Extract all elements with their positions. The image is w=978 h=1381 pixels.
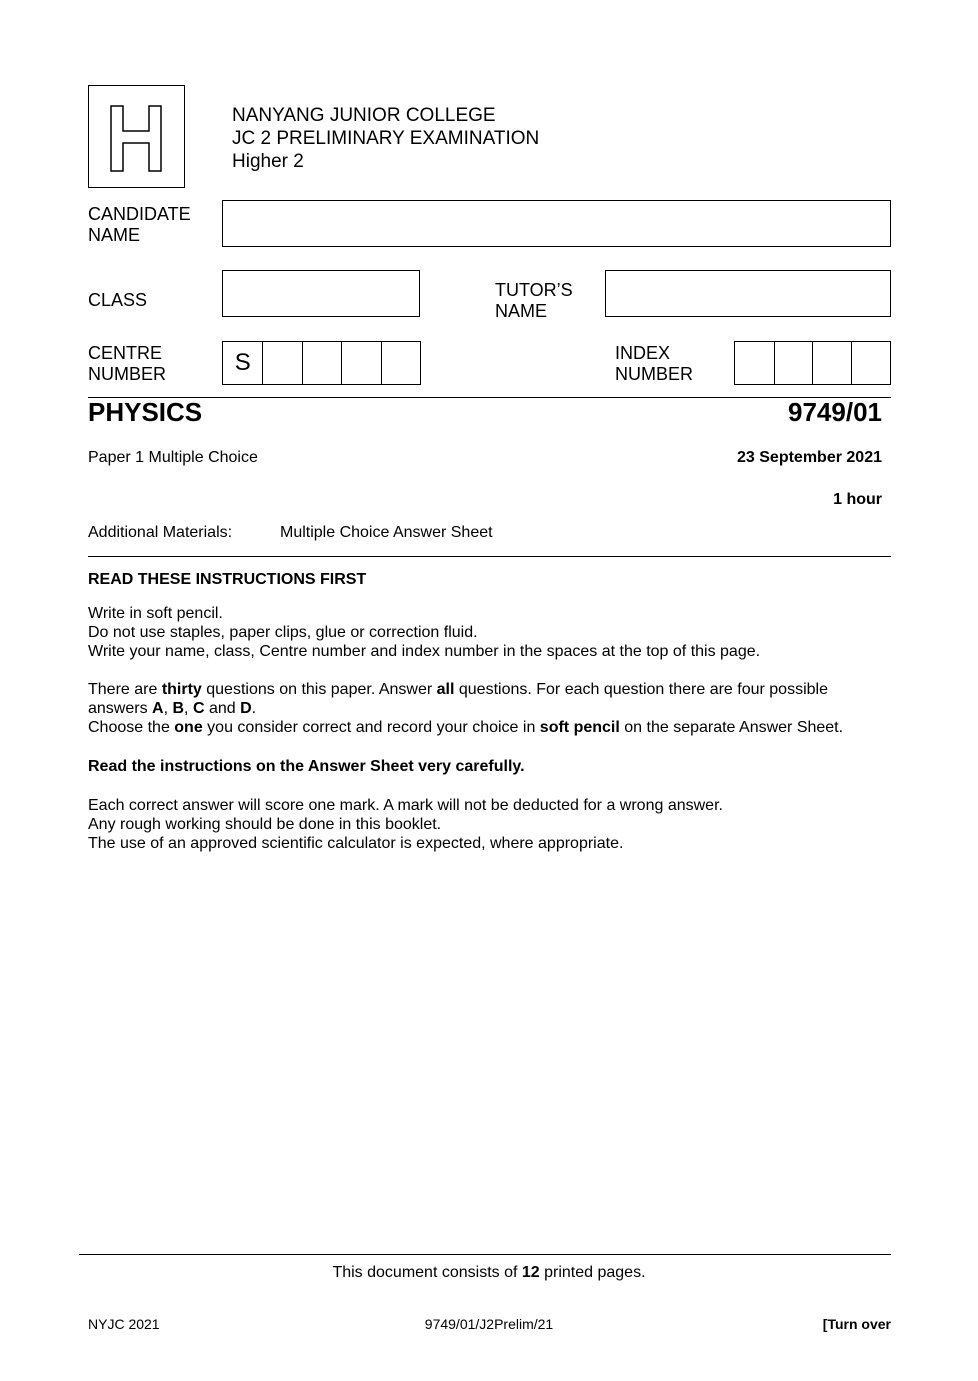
centre-label-line2: NUMBER bbox=[88, 364, 167, 384]
index-cell[interactable] bbox=[812, 342, 851, 385]
tutor-label-line2: NAME bbox=[495, 301, 548, 321]
centre-cell[interactable] bbox=[381, 342, 420, 385]
footer-left: NYJC 2021 bbox=[88, 1316, 160, 1332]
exam-level: Higher 2 bbox=[232, 151, 304, 172]
index-cell[interactable] bbox=[774, 342, 813, 385]
page-count-note: This document consists of 12 printed pages. bbox=[332, 1264, 646, 1281]
tutor-name-field[interactable] bbox=[605, 270, 891, 317]
index-label-line2: NUMBER bbox=[615, 364, 694, 384]
instruction-line: answers A, B, C and D. bbox=[88, 700, 257, 717]
instructions-heading: READ THESE INSTRUCTIONS FIRST bbox=[88, 571, 367, 588]
instruction-line: Write your name, class, Centre number and index number in the spaces at the top of this page. bbox=[88, 643, 761, 660]
paper-title: Paper 1 Multiple Choice bbox=[88, 449, 258, 466]
instruction-line: Write in soft pencil. bbox=[88, 605, 223, 622]
centre-cell-prefix: S bbox=[234, 349, 251, 376]
instruction-line: Choose the one you consider correct and record your choice in soft pencil on the separate Answer Sheet. bbox=[88, 719, 844, 736]
materials-value: Multiple Choice Answer Sheet bbox=[280, 524, 493, 541]
exam-name: JC 2 PRELIMINARY EXAMINATION bbox=[232, 128, 540, 149]
instruction-line: Do not use staples, paper clips, glue or correction fluid. bbox=[88, 624, 478, 641]
class-field[interactable] bbox=[222, 270, 420, 317]
instruction-line: Any rough working should be done in this booklet. bbox=[88, 816, 442, 833]
footer-divider bbox=[79, 1254, 891, 1255]
turn-over: [Turn over bbox=[822, 1316, 891, 1332]
divider bbox=[88, 556, 891, 557]
index-number-label bbox=[615, 343, 693, 385]
centre-cell[interactable] bbox=[302, 342, 341, 385]
centre-number-label bbox=[88, 343, 166, 385]
instruction-line: There are thirty questions on this paper. Answer all questions. For each question there are four possible bbox=[88, 681, 828, 698]
answer-sheet-note: Read the instructions on the Answer Sheet very carefully. bbox=[88, 758, 525, 775]
index-label-line1: INDEX bbox=[615, 343, 671, 363]
instruction-line: Each correct answer will score one mark. A mark will not be deducted for a wrong answer. bbox=[88, 797, 723, 814]
index-cell[interactable] bbox=[851, 342, 890, 385]
h-letter-logo-icon bbox=[89, 86, 183, 186]
centre-label-line1: CENTRE bbox=[88, 343, 163, 363]
centre-cell[interactable] bbox=[341, 342, 380, 385]
instruction-line: The use of an approved scientific calculator is expected, where appropriate. bbox=[88, 835, 624, 852]
instructions-block-3 bbox=[88, 796, 723, 853]
candidate-label-line1: CANDIDATE bbox=[88, 204, 191, 224]
index-number-field[interactable] bbox=[734, 341, 891, 385]
candidate-label-line2: NAME bbox=[88, 225, 141, 245]
instructions-block-1 bbox=[88, 604, 760, 661]
centre-cell[interactable] bbox=[262, 342, 301, 385]
class-label: CLASS bbox=[88, 290, 148, 310]
college-name: NANYANG JUNIOR COLLEGE bbox=[232, 105, 496, 126]
centre-number-field[interactable] bbox=[222, 341, 421, 385]
exam-date: 23 September 2021 bbox=[737, 449, 882, 466]
instructions-block-2 bbox=[88, 680, 888, 737]
tutor-name-label bbox=[495, 280, 573, 322]
materials-label: Additional Materials: bbox=[88, 524, 233, 541]
candidate-name-label bbox=[88, 204, 191, 246]
paper-code: 9749/01 bbox=[788, 397, 882, 427]
subject-title: PHYSICS bbox=[88, 397, 203, 427]
index-cell[interactable] bbox=[735, 342, 774, 385]
candidate-name-field[interactable] bbox=[222, 200, 891, 247]
exam-duration: 1 hour bbox=[833, 491, 882, 508]
footer-center: 9749/01/J2Prelim/21 bbox=[424, 1316, 554, 1332]
tutor-label-line1: TUTOR’S bbox=[495, 280, 573, 300]
exam-header bbox=[232, 104, 539, 173]
college-logo bbox=[88, 85, 185, 188]
divider bbox=[88, 397, 891, 398]
